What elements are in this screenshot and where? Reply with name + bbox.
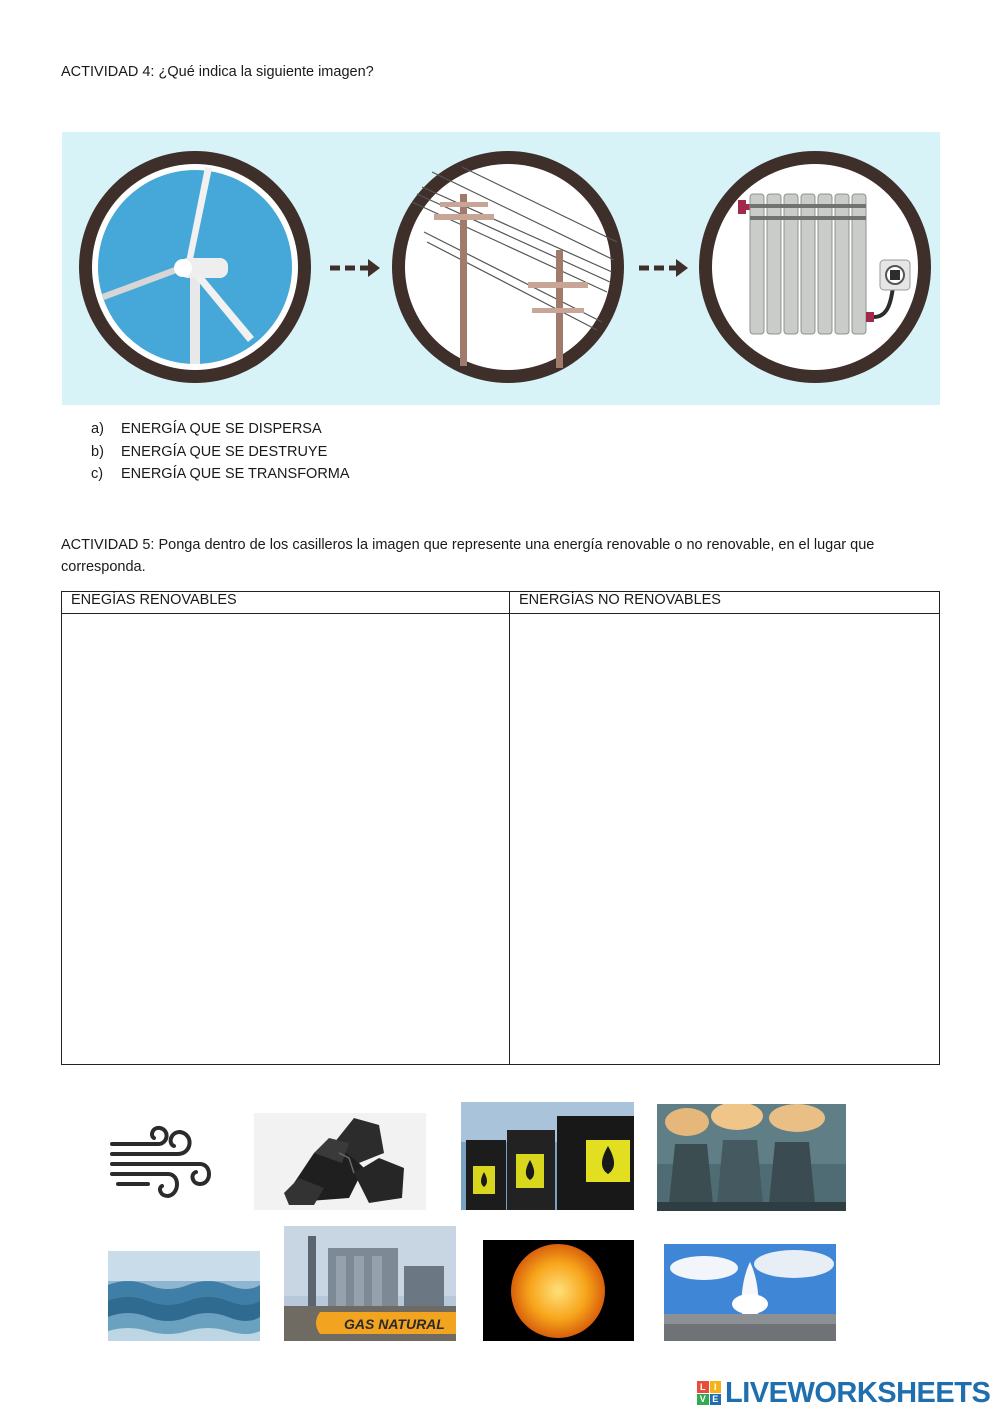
gas-natural-label: GAS NATURAL bbox=[344, 1316, 445, 1332]
ocean-waves-image[interactable] bbox=[108, 1251, 260, 1341]
wind-icon[interactable] bbox=[108, 1124, 212, 1200]
sun-image[interactable] bbox=[483, 1240, 634, 1341]
geyser-image[interactable] bbox=[664, 1244, 836, 1341]
electric-radiator-icon bbox=[699, 151, 931, 383]
brand-name: LIVEWORKSHEETS bbox=[725, 1376, 991, 1409]
power-lines-icon bbox=[392, 151, 624, 383]
oil-barrels-image[interactable] bbox=[461, 1102, 634, 1210]
non-renewable-drop-zone[interactable] bbox=[510, 614, 940, 1065]
option-a[interactable]: a) ENERGÍA QUE SE DISPERSA bbox=[91, 421, 322, 437]
option-b[interactable]: b) ENERGÍA QUE SE DESTRUYE bbox=[91, 443, 328, 460]
renewable-drop-zone[interactable] bbox=[62, 614, 510, 1065]
activity-4-question: ACTIVIDAD 4: ¿Qué indica la siguiente imagen? bbox=[61, 64, 374, 80]
brand-badge-icon: L I V E bbox=[697, 1381, 721, 1405]
liveworksheets-logo bbox=[697, 1376, 990, 1410]
renewable-header: ENEGÍAS RENOVABLES bbox=[62, 592, 510, 614]
natural-gas-plant-image[interactable] bbox=[284, 1226, 456, 1341]
option-c[interactable]: c) ENERGÍA QUE SE TRANSFORMA bbox=[91, 466, 350, 482]
non-renewable-header: ENERGÍAS NO RENOVABLES bbox=[510, 592, 940, 614]
energy-transformation-diagram bbox=[62, 132, 940, 405]
activity-5-question: ACTIVIDAD 5: Ponga dentro de los casilleros la imagen que represente una energía renovable o no renovable, en el lugar que corresponda. bbox=[61, 537, 875, 575]
energy-sorting-table bbox=[61, 591, 940, 1065]
coal-image[interactable] bbox=[254, 1113, 426, 1210]
arrow-icon bbox=[639, 259, 688, 277]
activity-4-options bbox=[91, 418, 350, 486]
nuclear-cooling-towers-image[interactable] bbox=[657, 1104, 846, 1211]
wind-turbine-icon bbox=[79, 151, 311, 383]
arrow-icon bbox=[330, 259, 380, 277]
